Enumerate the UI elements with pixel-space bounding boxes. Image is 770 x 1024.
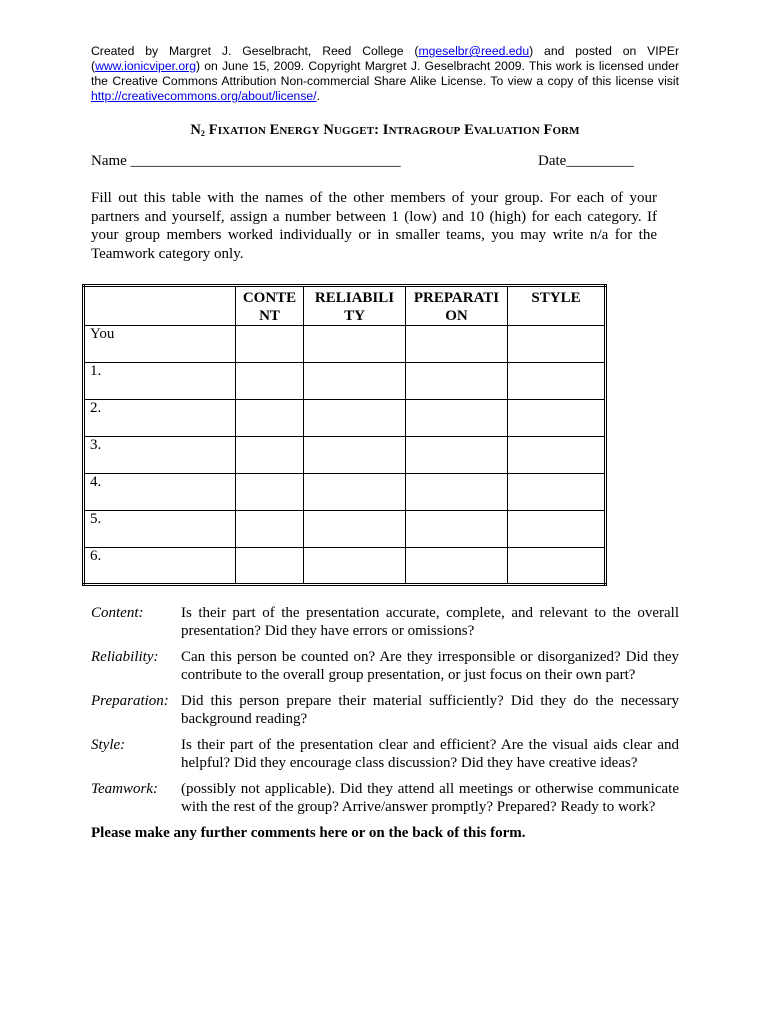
rating-cell[interactable]	[304, 326, 406, 363]
table-row	[84, 511, 606, 548]
title-ntragroup: NTRAGROUP	[388, 125, 461, 137]
row-label: You	[84, 326, 236, 363]
license-link[interactable]: http://creativecommons.org/about/license/	[91, 89, 317, 103]
header-content-label: CONTE NT	[242, 290, 297, 324]
rating-cell[interactable]	[304, 400, 406, 437]
definition-term: Style:	[91, 737, 126, 753]
rating-cell[interactable]	[406, 474, 508, 511]
header-reliability-label: RELIABILI TY	[314, 290, 395, 324]
term-label: Style	[91, 737, 121, 753]
rating-cell[interactable]	[236, 326, 304, 363]
definition-term: Preparation:	[91, 693, 169, 709]
rating-cell[interactable]	[236, 474, 304, 511]
closing-note: Please make any further comments here or on the back of this form.	[91, 825, 526, 841]
row-label: 2.	[84, 400, 236, 437]
definition-term: Content:	[91, 605, 144, 621]
table-row	[84, 400, 606, 437]
header-style-label: STYLE	[531, 290, 581, 306]
rating-cell[interactable]	[508, 474, 606, 511]
rating-cell[interactable]	[304, 437, 406, 474]
credit-notice	[91, 44, 679, 104]
definition-desc: Is their part of the presentation clear and efficient? Are the visual aids clear and helpful? Did they encourage class discussion? Did they have creative ideas?	[181, 737, 679, 771]
term-label: Preparation	[91, 693, 164, 709]
title-colon-i: : I	[374, 122, 389, 138]
rating-cell[interactable]	[406, 326, 508, 363]
header-style	[508, 286, 606, 326]
header-blank	[84, 286, 236, 326]
header-content	[236, 286, 304, 326]
rating-cell[interactable]	[508, 363, 606, 400]
row-label: 3.	[84, 437, 236, 474]
row-label: 6.	[84, 548, 236, 585]
definition-desc: (possibly not applicable). Did they attend all meetings or otherwise communicate with the rest of the group? Arrive/answer promptly? Prepared? Ready to work?	[181, 781, 679, 815]
form-title	[91, 122, 679, 139]
table-row	[84, 363, 606, 400]
title-valuation: VALUATION	[473, 125, 540, 137]
rating-cell[interactable]	[406, 548, 508, 585]
definition-term: Teamwork:	[91, 781, 158, 797]
row-label: 5.	[84, 511, 236, 548]
definition-desc: Can this person be counted on? Are they irresponsible or disorganized? Did they contribute to the overall group presentation, or just focus on their own part?	[181, 649, 679, 683]
title-n: N	[190, 122, 201, 138]
email-link[interactable]: mgeselbr@reed.edu	[418, 44, 530, 58]
rating-cell[interactable]	[508, 511, 606, 548]
rating-cell[interactable]	[236, 511, 304, 548]
rating-cell[interactable]	[304, 474, 406, 511]
table-row	[84, 437, 606, 474]
title-e2: E	[460, 122, 474, 138]
row-label: 1.	[84, 363, 236, 400]
definition-style	[91, 736, 679, 772]
header-reliability	[304, 286, 406, 326]
title-ugget: UGGET	[333, 125, 375, 137]
title-f: F	[205, 122, 218, 138]
viper-site-link[interactable]: www.ionicviper.org	[95, 59, 196, 73]
title-subscript: 2	[200, 129, 206, 138]
definition-content	[91, 604, 679, 640]
header-preparation-label: PREPARATI ON	[413, 290, 500, 324]
term-label: Content	[91, 605, 139, 621]
term-label: Reliability	[91, 649, 154, 665]
evaluation-table	[82, 284, 607, 586]
definition-teamwork	[91, 780, 679, 816]
rating-cell[interactable]	[508, 548, 606, 585]
header-preparation	[406, 286, 508, 326]
rating-cell[interactable]	[406, 400, 508, 437]
rating-cell[interactable]	[508, 400, 606, 437]
rating-cell[interactable]	[304, 511, 406, 548]
table-row	[84, 548, 606, 585]
row-label: 4.	[84, 474, 236, 511]
title-f2: F	[539, 122, 553, 138]
rating-cell[interactable]	[406, 511, 508, 548]
rating-cell[interactable]	[406, 363, 508, 400]
document-page	[91, 44, 679, 263]
term-label: Teamwork	[91, 781, 153, 797]
category-definitions	[91, 604, 679, 842]
name-date-line	[91, 153, 679, 173]
rating-cell[interactable]	[236, 363, 304, 400]
date-field[interactable]: Date_________	[538, 153, 634, 169]
title-orm: ORM	[552, 125, 580, 137]
rating-cell[interactable]	[236, 437, 304, 474]
table-row	[84, 474, 606, 511]
title-e: E	[265, 122, 280, 138]
table-header-row	[84, 286, 606, 326]
instructions: Fill out this table with the names of the other members of your group. For each of your partners and yourself, assign a number between 1 (low) and 10 (high) for each category. If your group members worked individually or in smaller teams, you may write n/a for the Teamwork category only.	[91, 190, 657, 262]
rating-cell[interactable]	[304, 548, 406, 585]
definition-desc: Is their part of the presentation accurate, complete, and relevant to the overall presentation? Did they have errors or omissions?	[181, 605, 679, 639]
rating-cell[interactable]	[236, 400, 304, 437]
rating-cell[interactable]	[304, 363, 406, 400]
rating-cell[interactable]	[406, 437, 508, 474]
credit-text-2: ) and posted on VIPEr (	[91, 44, 679, 73]
table-row	[84, 326, 606, 363]
title-fixation: IXATION	[217, 125, 266, 137]
credit-text-4: .	[316, 89, 320, 103]
rating-cell[interactable]	[236, 548, 304, 585]
credit-text-1: Created by Margret J. Geselbracht, Reed College (	[91, 44, 419, 58]
definition-reliability	[91, 648, 679, 684]
definition-preparation	[91, 692, 679, 728]
definition-desc: Did this person prepare their material sufficiently? Did they do the necessary background reading?	[181, 693, 679, 727]
rating-cell[interactable]	[508, 326, 606, 363]
credit-text-3: ) on June 15, 2009. Copyright Margret J. Geselbracht 2009. This work is licensed under the Creative Commons Attribution Non-commercial Share Alike License. To view a copy of this license visit	[91, 59, 679, 88]
title-n2: N	[319, 122, 334, 138]
rating-cell[interactable]	[508, 437, 606, 474]
title-nergy: NERGY	[279, 125, 320, 137]
definition-term: Reliability:	[91, 649, 159, 665]
name-field[interactable]: Name ____________________________________	[91, 153, 401, 169]
